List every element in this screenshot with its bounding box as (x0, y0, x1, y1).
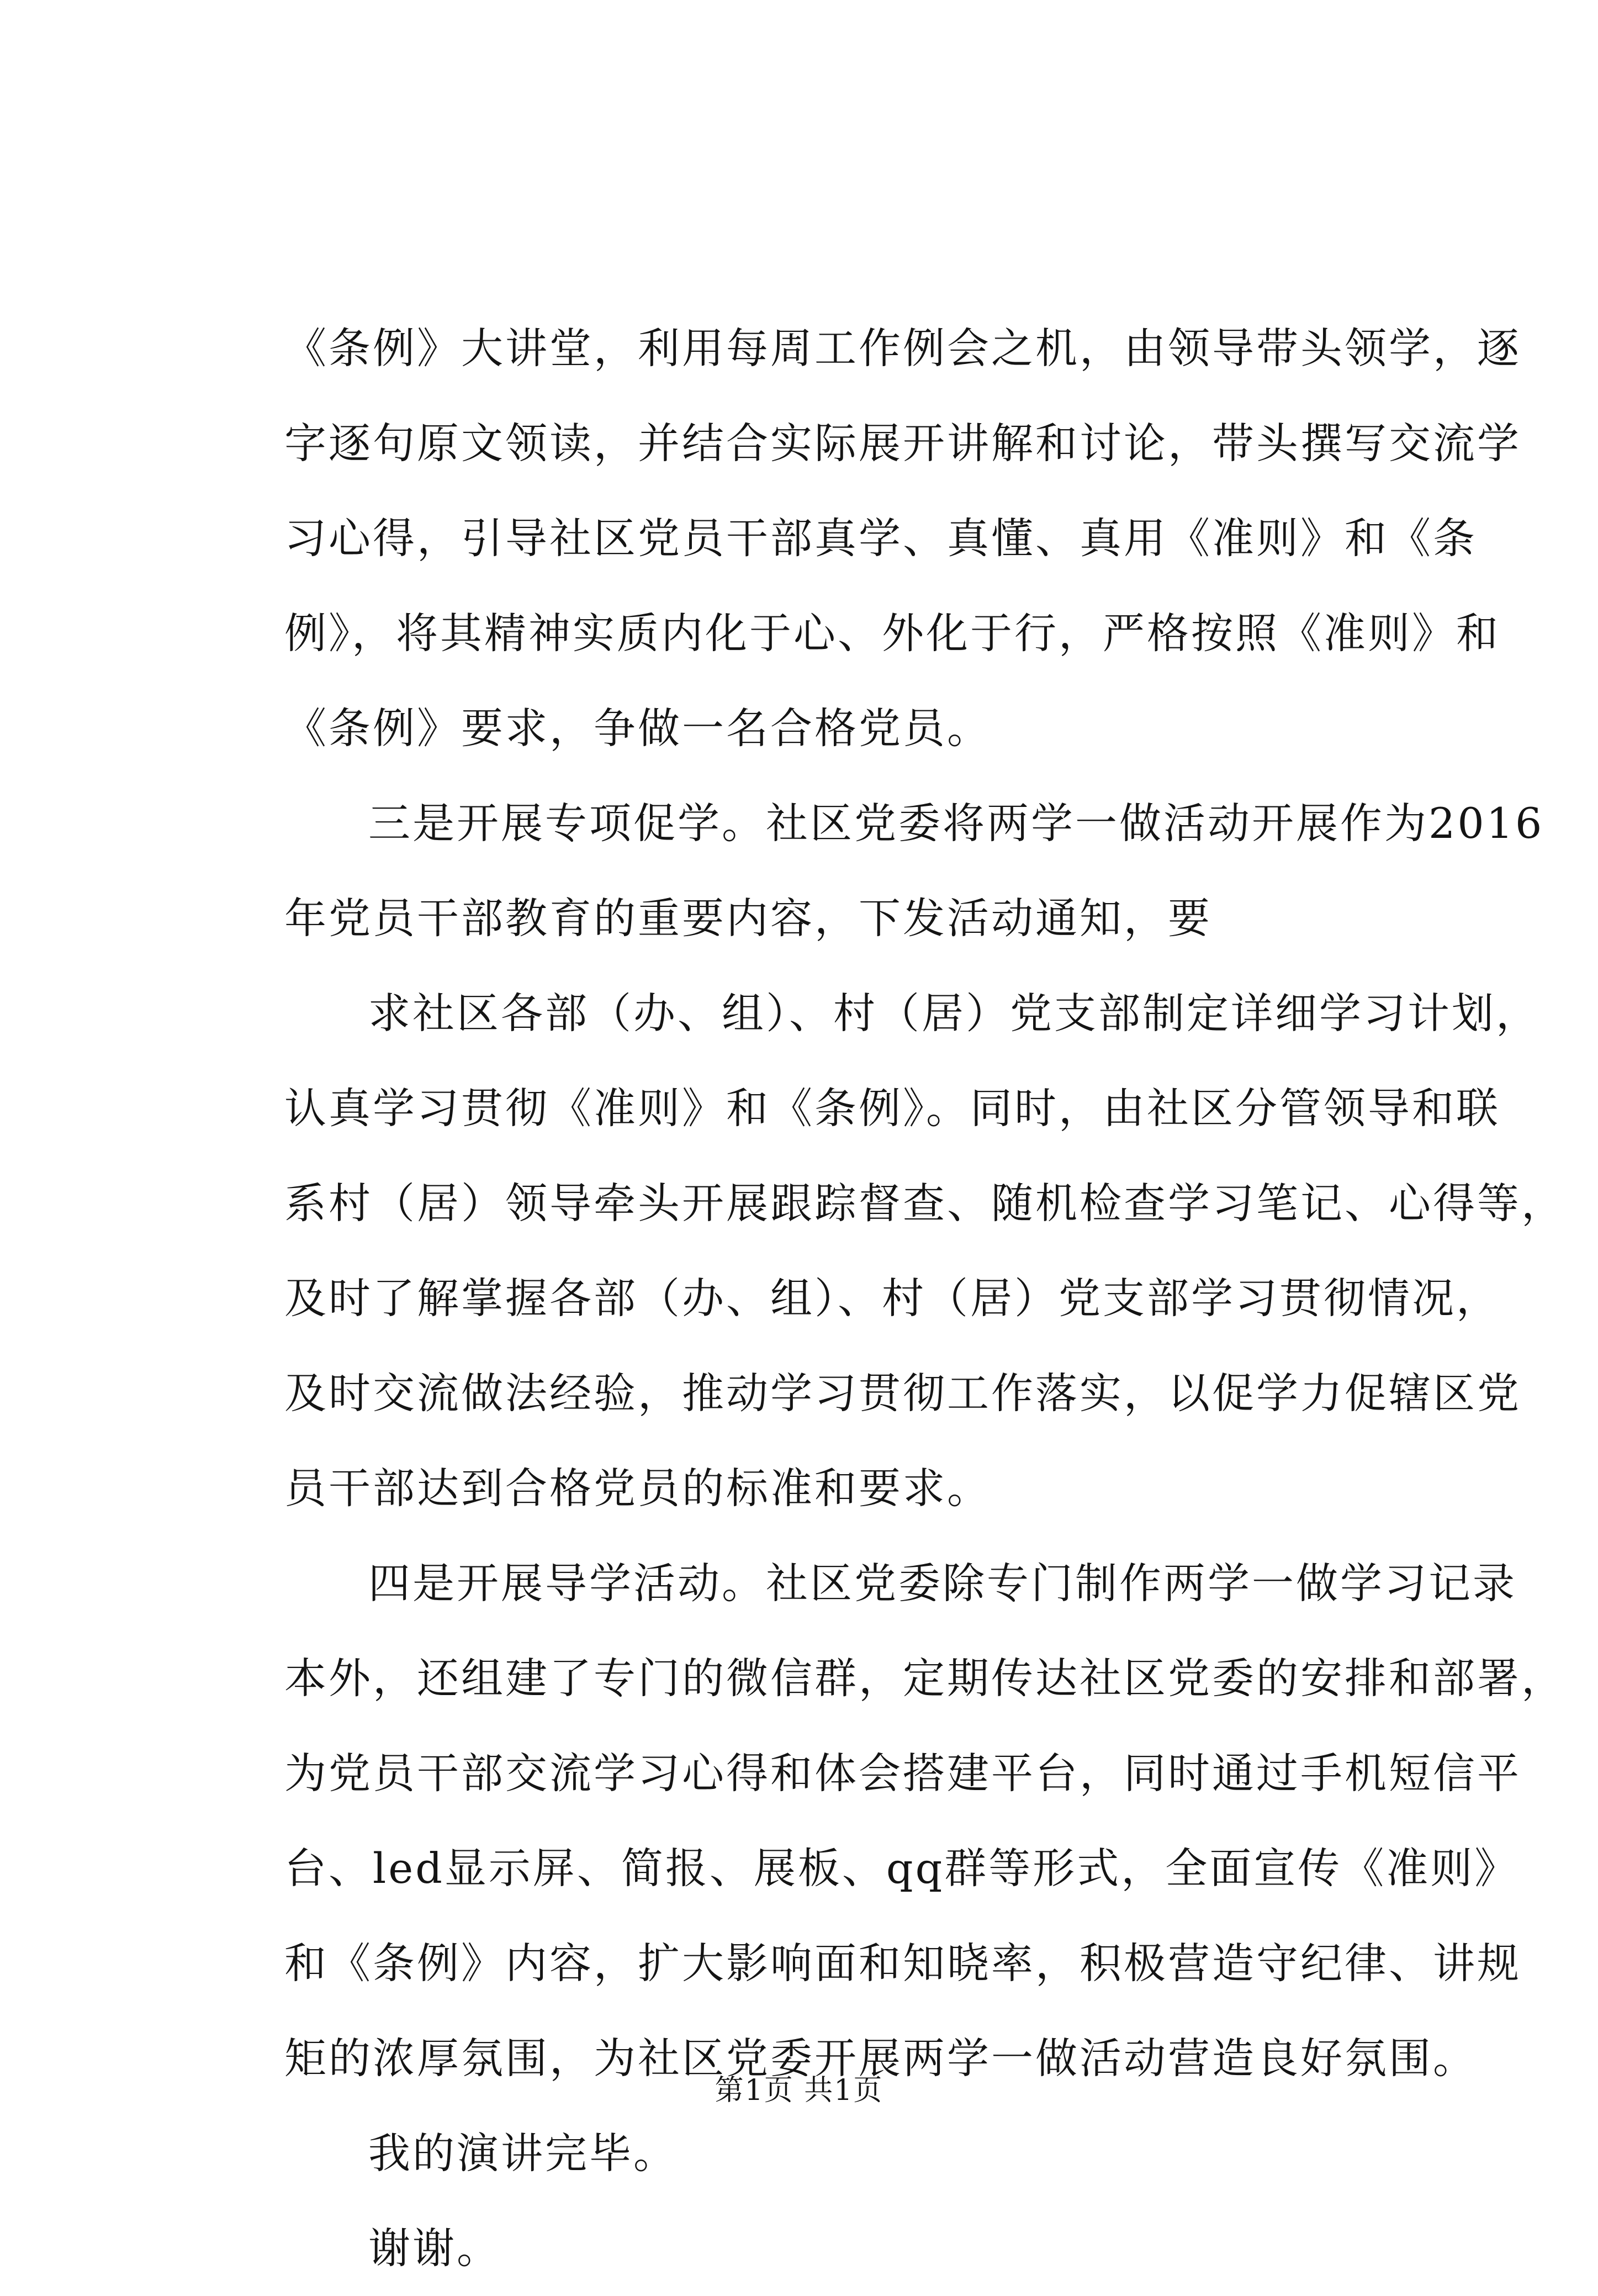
text-line: 习心得，引导社区党员干部真学、真懂、真用《准则》和《条 (284, 514, 1477, 563)
text-line: 员干部达到合格党员的标准和要求。 (284, 1464, 991, 1513)
text-line: 本外，还组建了专门的微信群，定期传达社区党委的安排和部署， (284, 1654, 1565, 1703)
page-footer (0, 2068, 1598, 2113)
text-line: 例》，将其精神实质内化于心、外化于行，严格按照《准则》和 (284, 609, 1500, 658)
text-line: 矩的浓厚氛围，为社区党委开展两学一做活动营造良好氛围。 (284, 2034, 1477, 2083)
text-line: 《条例》要求，争做一名合格党员。 (284, 704, 991, 753)
paragraph-start-line: 三是开展专项促学。社区党委将两学一做活动开展作为2016 (368, 799, 1544, 848)
paragraph-start-line: 求社区各部（办、组）、村（居）党支部制定详细学习计划， (368, 989, 1540, 1038)
text-line: 为党员干部交流学习心得和体会搭建平台，同时通过手机短信平 (284, 1749, 1521, 1798)
text-line: 台、led显示屏、简报、展板、qq群等形式，全面宣传《准则》 (284, 1844, 1519, 1893)
paragraph-start-line: 四是开展导学活动。社区党委除专门制作两学一做学习记录 (368, 1559, 1517, 1608)
text-line: 《条例》大讲堂，利用每周工作例会之机，由领导带头领学，逐 (284, 324, 1521, 373)
closing-line: 我的演讲完毕。 (368, 2129, 678, 2178)
text-line: 系村（居）领导牵头开展跟踪督查、随机检查学习笔记、心得等， (284, 1179, 1565, 1228)
document-body (284, 301, 1565, 2296)
page-number-label: 第1页 共1页 (715, 2074, 883, 2107)
text-line: 及时了解掌握各部（办、组）、村（居）党支部学习贯彻情况， (284, 1274, 1500, 1323)
text-line: 及时交流做法经验，推动学习贯彻工作落实，以促学力促辖区党 (284, 1369, 1521, 1418)
text-line: 年党员干部教育的重要内容，下发活动通知，要 (284, 894, 1212, 943)
text-line: 字逐句原文领读，并结合实际展开讲解和讨论，带头撰写交流学 (284, 419, 1521, 468)
thanks-line: 谢谢。 (368, 2224, 501, 2273)
text-line: 认真学习贯彻《准则》和《条例》。同时，由社区分管领导和联 (284, 1084, 1500, 1133)
text-line: 和《条例》内容，扩大影响面和知晓率，积极营造守纪律、讲规 (284, 1939, 1521, 1988)
